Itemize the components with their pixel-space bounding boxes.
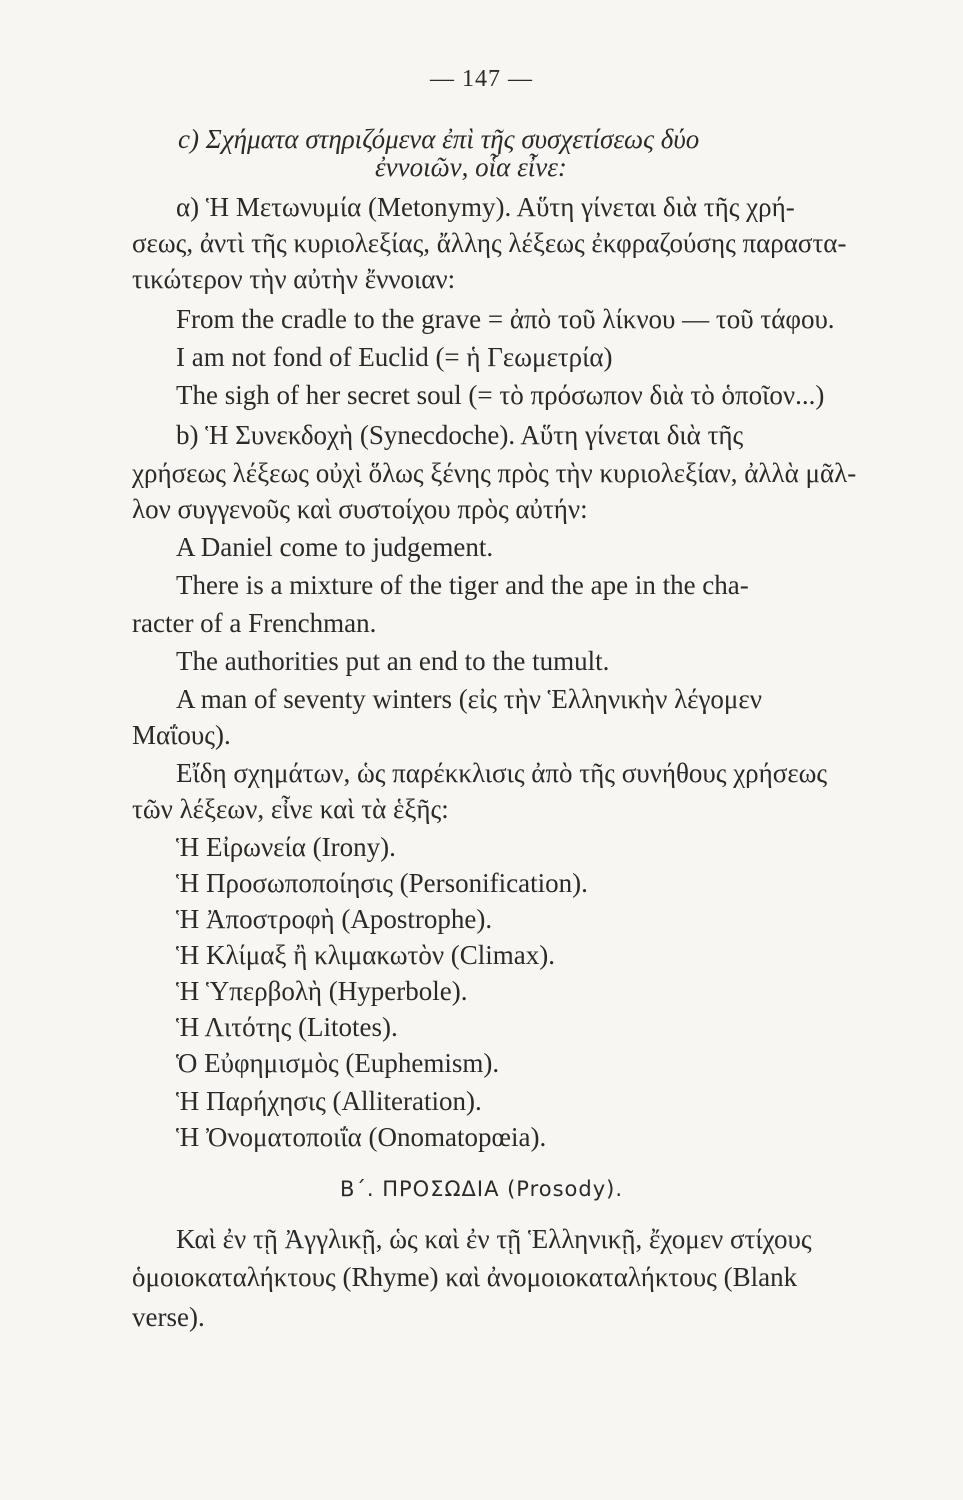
figure-item: Ἡ Ὀνοματοποιΐα (Onomatopœia). xyxy=(176,1122,547,1152)
figure-item: Ἡ Ὑπερβολὴ (Hyperbole). xyxy=(176,976,468,1006)
figure-item: Ἡ Ἀποστροφὴ (Apostrophe). xyxy=(176,904,493,934)
section-c-heading-cont: ἐννοιῶν, οἷα εἶνε: xyxy=(375,152,567,182)
prosody-line-2: ὁμοιοκαταλήκτους (Rhyme) καὶ ἀνομοιοκαταλήκτους (Blank xyxy=(132,1262,798,1292)
page-number: — 147 — xyxy=(430,66,533,92)
synecdoche-line-2: χρήσεως λέξεως οὐχὶ ὅλως ξένης πρὸς τὴν κυριολεξίαν, ἀλλὰ μᾶλ- xyxy=(132,458,857,488)
metonymy-line-2: σεως, ἀντὶ τῆς κυριολεξίας, ἄλλης λέξεως ἐκφραζούσης παραστα- xyxy=(132,228,847,258)
metonymy-example-3: The sigh of her secret soul (= τὸ πρόσωπον διὰ τὸ ὁποῖον...) xyxy=(176,380,825,410)
synecdoche-example-4: A man of seventy winters (εἰς τὴν Ἑλληνικὴν λέγομεν xyxy=(176,684,762,714)
figure-item: Ἡ Εἰρωνεία (Irony). xyxy=(176,832,396,862)
figure-item: Ἡ Προσωποποίησις (Personification). xyxy=(176,868,588,898)
metonymy-example-1: From the cradle to the grave = ἀπὸ τοῦ λίκνου — τοῦ τάφου. xyxy=(176,304,835,334)
synecdoche-example-4-cont: Μαΐους). xyxy=(132,720,231,750)
section-c-heading: c) Σχήματα στηριζόμενα ἐπὶ τῆς συσχετίσεως δύο xyxy=(178,124,700,154)
prosody-line-1: Καὶ ἐν τῇ Ἀγγλικῇ, ὡς καὶ ἐν τῇ Ἑλληνικῇ, ἔχομεν στίχους xyxy=(176,1224,812,1254)
synecdoche-line-1: b) Ἡ Συνεκδοχὴ (Synecdoche). Αὕτη γίνεται διὰ τῆς xyxy=(176,420,744,450)
synecdoche-line-3: λον συγγενοῦς καὶ συστοίχου πρὸς αὐτήν: xyxy=(132,494,588,524)
metonymy-line-3: τικώτερον τὴν αὐτὴν ἔννοιαν: xyxy=(132,264,456,294)
figures-intro-2: τῶν λέξεων, εἶνε καὶ τὰ ἑξῆς: xyxy=(132,794,449,824)
synecdoche-example-3: The authorities put an end to the tumult. xyxy=(176,646,610,676)
prosody-heading: Β΄. ΠΡΟΣΩΔΙΑ (Prosody). xyxy=(339,1177,624,1201)
figure-item: Ἡ Παρήχησις (Alliteration). xyxy=(176,1086,482,1116)
metonymy-example-2: I am not fond of Euclid (= ἡ Γεωμετρία) xyxy=(176,342,613,372)
metonymy-line-1: α) Ἡ Μετωνυμία (Metonymy). Αὕτη γίνεται διὰ τῆς χρή- xyxy=(176,192,795,222)
figure-item: Ἡ Κλίμαξ ἢ κλιμακωτὸν (Climax). xyxy=(176,940,556,970)
synecdoche-example-2-cont: racter of a Frenchman. xyxy=(132,608,377,638)
figures-intro-1: Εἴδη σχημάτων, ὡς παρέκκλισις ἀπὸ τῆς συνήθους χρήσεως xyxy=(176,758,828,788)
synecdoche-example-2: There is a mixture of the tiger and the ape in the cha- xyxy=(176,570,749,600)
figure-item: Ὁ Εὐφημισμὸς (Euphemism). xyxy=(176,1048,500,1078)
figure-item: Ἡ Λιτότης (Litotes). xyxy=(176,1012,398,1042)
synecdoche-example-1: A Daniel come to judgement. xyxy=(176,532,494,562)
prosody-line-3: verse). xyxy=(132,1302,205,1332)
